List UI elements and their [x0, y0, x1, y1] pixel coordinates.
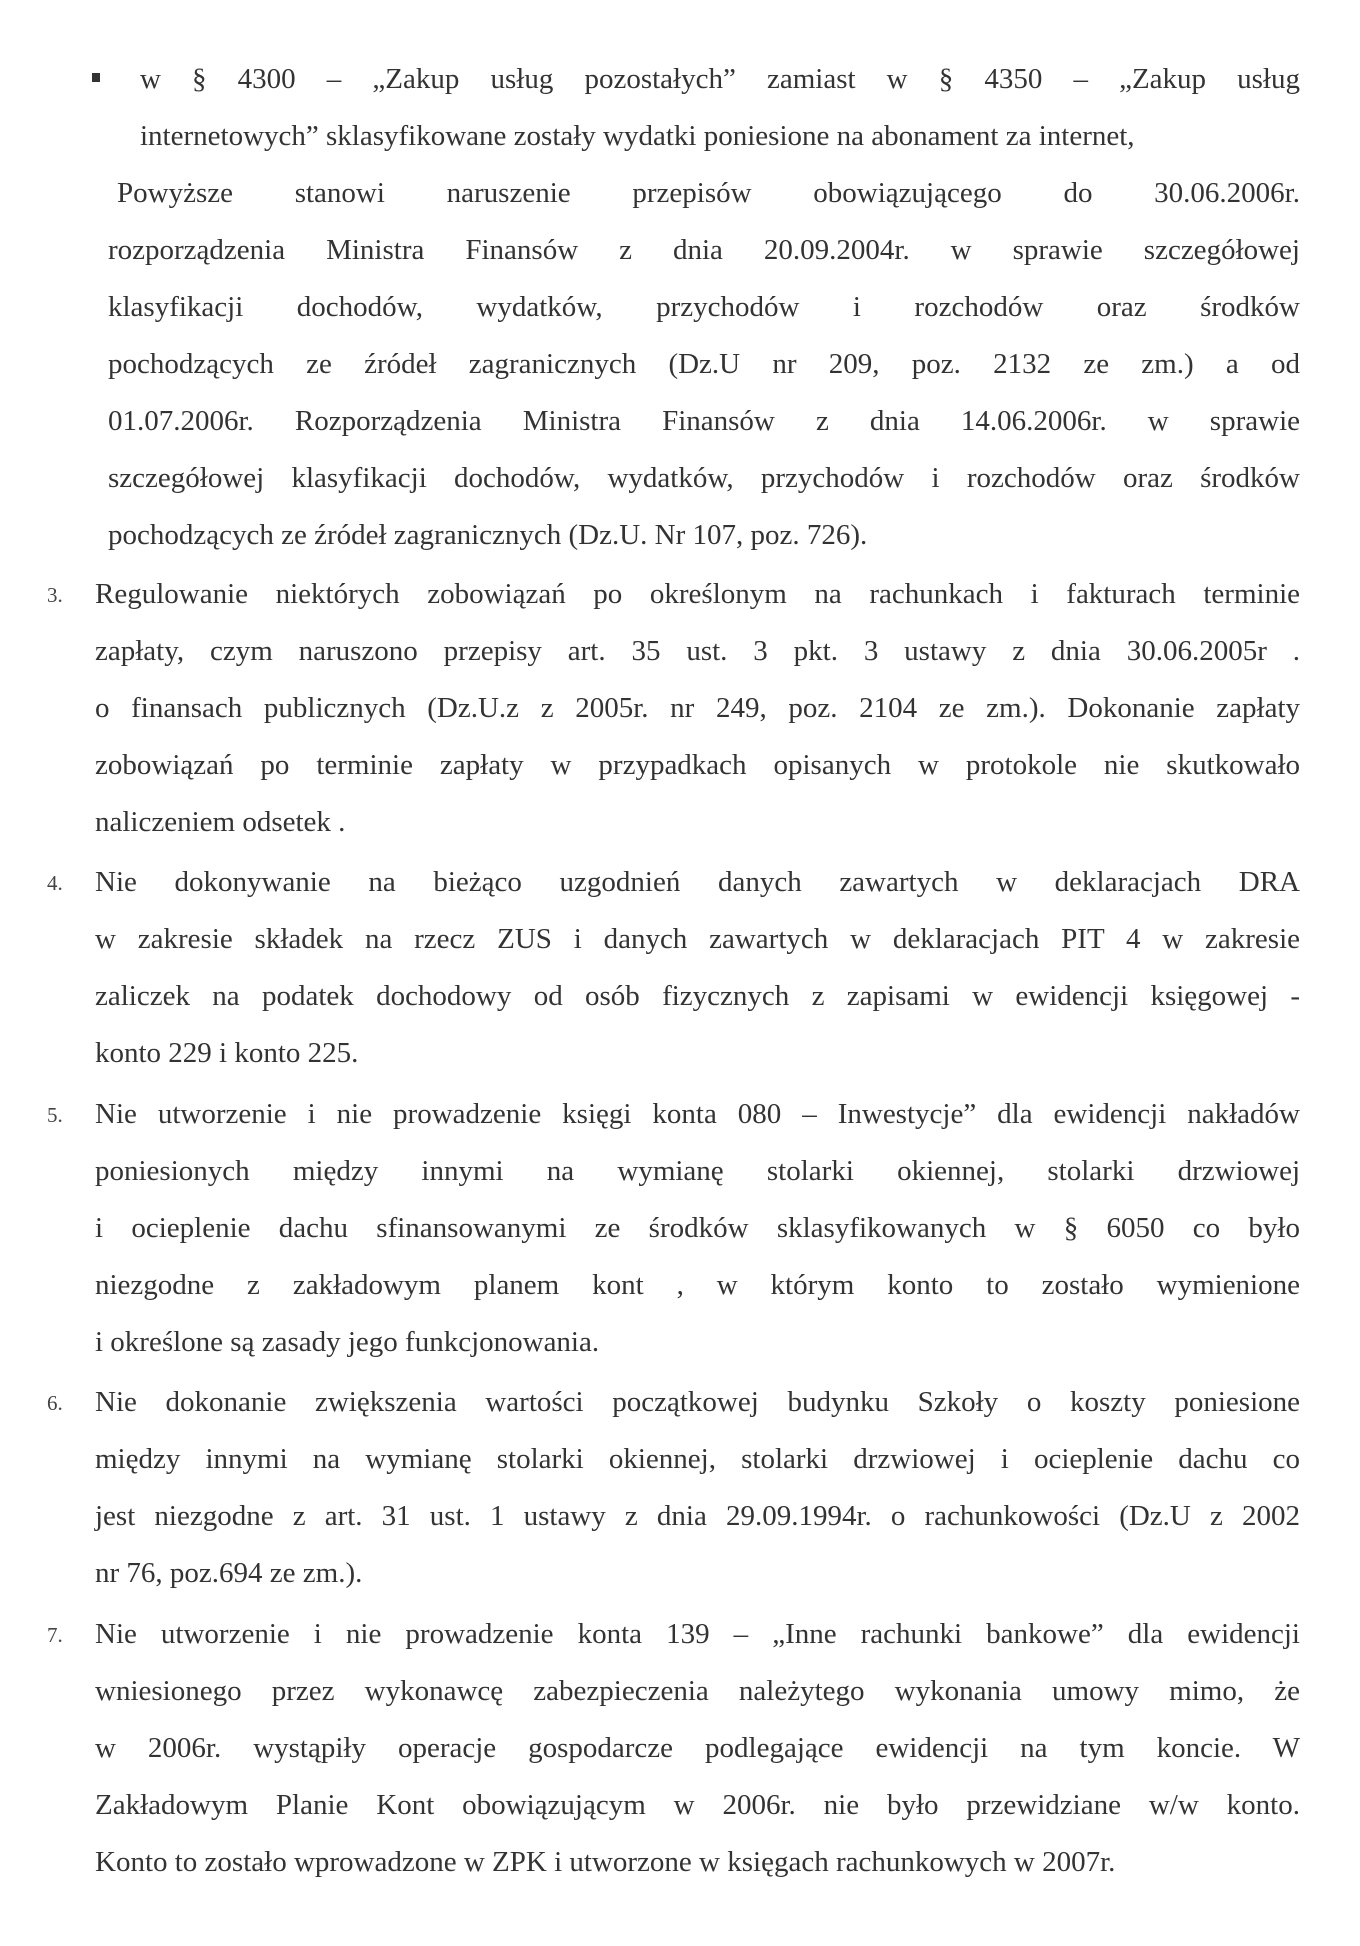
list-item-line: Nie dokonanie zwiększenia wartości początkowej budynku Szkoły o koszty poniesione: [95, 1386, 1300, 1418]
list-item-line: i ocieplenie dachu sfinansowanymi ze środków sklasyfikowanych w § 6050 co było: [95, 1212, 1300, 1244]
list-number: 4.: [47, 871, 63, 895]
list-item-line: Nie utworzenie i nie prowadzenie konta 139 – „Inne rachunki bankowe” dla ewidencji: [95, 1618, 1300, 1650]
bullet-line: w § 4300 – „Zakup usług pozostałych” zamiast w § 4350 – „Zakup usług: [140, 63, 1300, 95]
bullet-line: pochodzących ze źródeł zagranicznych (Dz.U. Nr 107, poz. 726).: [108, 519, 868, 551]
square-bullet-icon: [92, 73, 100, 82]
bullet-line: szczegółowej klasyfikacji dochodów, wydatków, przychodów i rozchodów oraz środków: [108, 462, 1300, 494]
list-item-line: zapłaty, czym naruszono przepisy art. 35 ust. 3 pkt. 3 ustawy z dnia 30.06.2005r .: [95, 635, 1300, 667]
bullet-line: Powyższe stanowi naruszenie przepisów obowiązującego do 30.06.2006r.: [117, 177, 1300, 209]
list-item-line: niezgodne z zakładowym planem kont , w którym konto to zostało wymienione: [95, 1269, 1300, 1301]
list-item-line: jest niezgodne z art. 31 ust. 1 ustawy z dnia 29.09.1994r. o rachunkowości (Dz.U z 2002: [95, 1500, 1300, 1532]
list-item-line: zobowiązań po terminie zapłaty w przypadkach opisanych w protokole nie skutkowało: [95, 749, 1300, 781]
list-item-line: Konto to zostało wprowadzone w ZPK i utworzone w księgach rachunkowych w 2007r.: [95, 1846, 1116, 1878]
bullet-line: pochodzących ze źródeł zagranicznych (Dz.U nr 209, poz. 2132 ze zm.) a od: [108, 348, 1300, 380]
list-number: 6.: [47, 1391, 63, 1415]
list-item-line: i określone są zasady jego funkcjonowania.: [95, 1326, 600, 1358]
list-item-line: poniesionych między innymi na wymianę stolarki okiennej, stolarki drzwiowej: [95, 1155, 1300, 1187]
list-item-line: zaliczek na podatek dochodowy od osób fizycznych z zapisami w ewidencji księgowej -: [95, 980, 1300, 1012]
bullet-line: internetowych” sklasyfikowane zostały wydatki poniesione na abonament za internet,: [140, 120, 1135, 152]
list-item-line: w 2006r. wystąpiły operacje gospodarcze podlegające ewidencji na tym koncie. W: [95, 1732, 1300, 1764]
list-number: 7.: [47, 1623, 63, 1647]
list-item-line: wniesionego przez wykonawcę zabezpieczenia należytego wykonania umowy mimo, że: [95, 1675, 1300, 1707]
list-item-line: o finansach publicznych (Dz.U.z z 2005r. nr 249, poz. 2104 ze zm.). Dokonanie zapłaty: [95, 692, 1300, 724]
bullet-line: klasyfikacji dochodów, wydatków, przychodów i rozchodów oraz środków: [108, 291, 1300, 323]
list-item-line: Nie utworzenie i nie prowadzenie księgi konta 080 – Inwestycje” dla ewidencji nakładów: [95, 1098, 1300, 1130]
bullet-line: rozporządzenia Ministra Finansów z dnia 20.09.2004r. w sprawie szczegółowej: [108, 234, 1300, 266]
list-number: 5.: [47, 1103, 63, 1127]
list-item-line: nr 76, poz.694 ze zm.).: [95, 1557, 363, 1589]
bullet-line: 01.07.2006r. Rozporządzenia Ministra Finansów z dnia 14.06.2006r. w sprawie: [108, 405, 1300, 437]
list-item-line: Zakładowym Planie Kont obowiązującym w 2006r. nie było przewidziane w/w konto.: [95, 1789, 1300, 1821]
list-item-line: naliczeniem odsetek .: [95, 806, 346, 838]
list-item-line: konto 229 i konto 225.: [95, 1037, 359, 1069]
list-item-line: w zakresie składek na rzecz ZUS i danych zawartych w deklaracjach PIT 4 w zakresie: [95, 923, 1300, 955]
list-item-line: Nie dokonywanie na bieżąco uzgodnień danych zawartych w deklaracjach DRA: [95, 866, 1300, 898]
list-number: 3.: [47, 583, 63, 607]
list-item-line: między innymi na wymianę stolarki okiennej, stolarki drzwiowej i ocieplenie dachu co: [95, 1443, 1300, 1475]
list-item-line: Regulowanie niektórych zobowiązań po określonym na rachunkach i fakturach terminie: [95, 578, 1300, 610]
